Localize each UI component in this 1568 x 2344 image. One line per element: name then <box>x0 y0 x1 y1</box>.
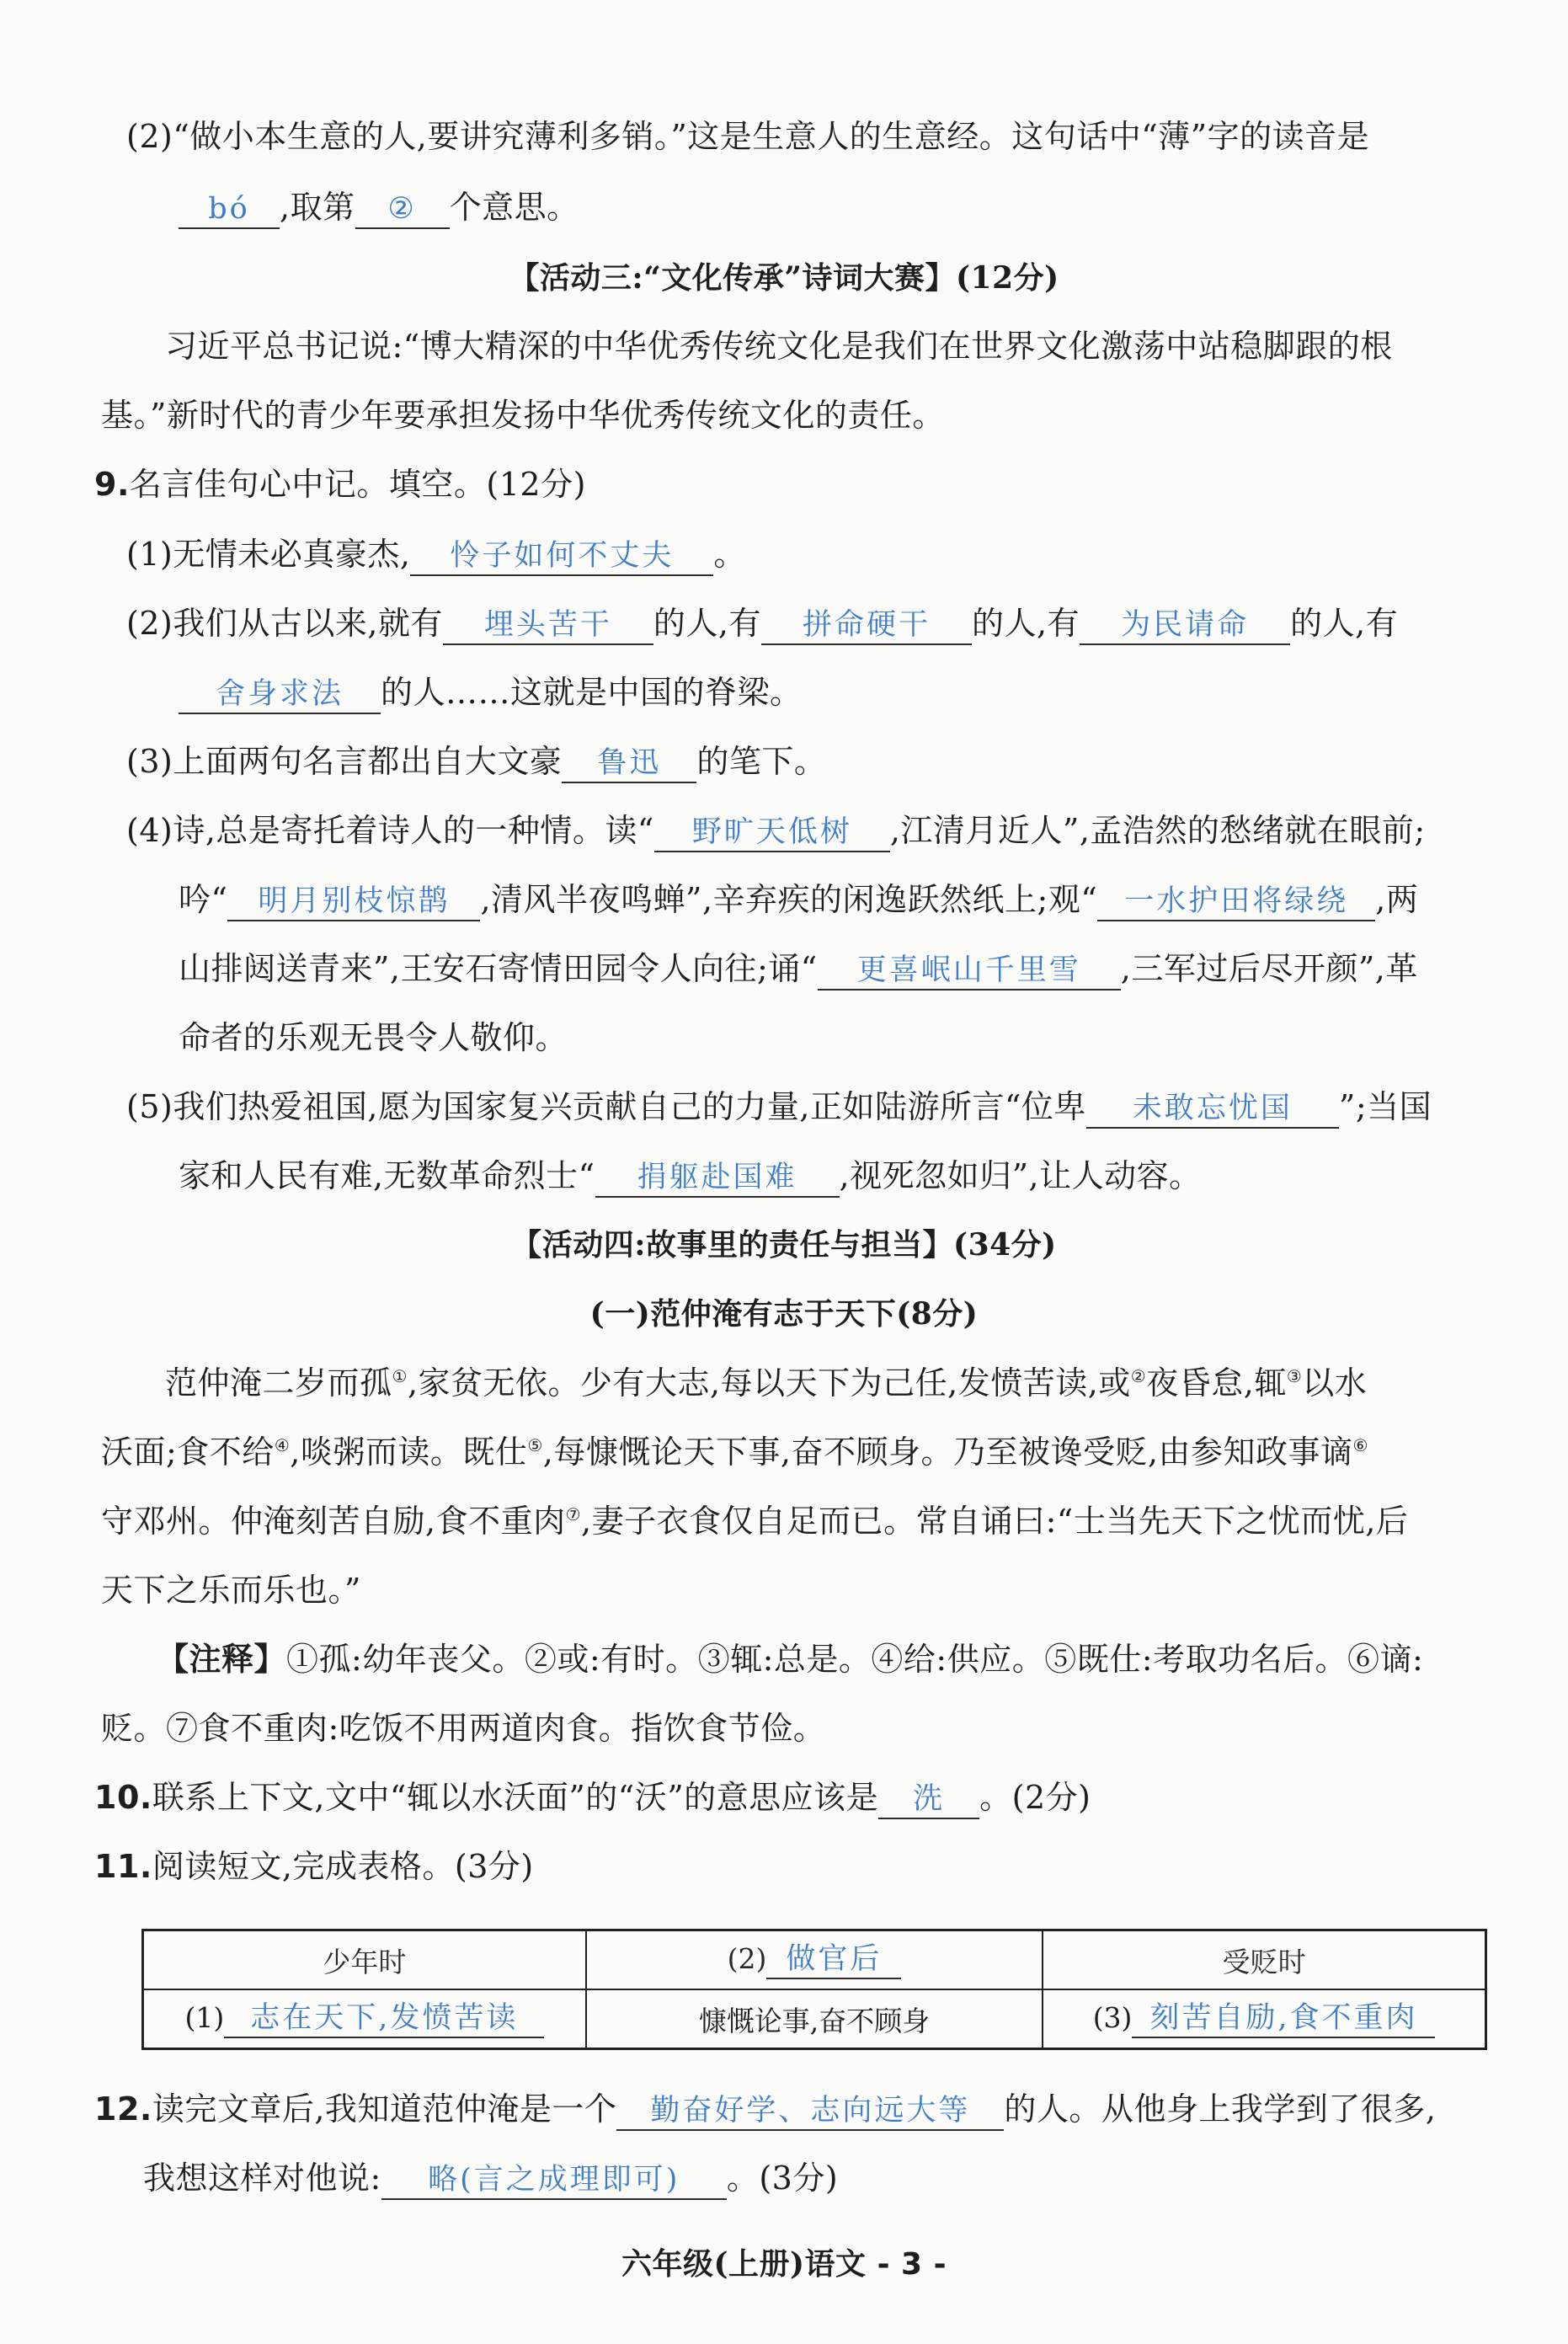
q11-table <box>141 1929 1487 2050</box>
passage-line2: 沃面;食不给④,啖粥而读。既仕⑤,每慷慨论天下事,奋不顾身。乃至被谗受贬,由参知政事谪⑥ <box>101 1434 1368 1471</box>
q8-2-line2: bó ,取第 ② 个意思。 <box>179 185 579 229</box>
answer-pinyin: bó <box>179 190 280 229</box>
table-cell-youth: (1) 志在天下,发愤苦读 <box>143 1989 586 2049</box>
answer-q9-1: 怜子如何不丈夫 <box>410 537 713 576</box>
q9-2-line1: (2)我们从古以来,就有 埋头苦干 的人,有 拼命硬干 的人,有 为民请命 的人,有 <box>126 601 1398 645</box>
footnote-mark: ① <box>392 1366 408 1386</box>
passage-line4: 天下之乐而乐也。” <box>101 1572 361 1609</box>
footer-label: 六年级(上册)语文 <box>621 2246 867 2282</box>
q9-2-line2: 舍身求法 的人……这就是中国的脊梁。 <box>179 670 803 714</box>
answer-q11-1: 志在天下,发愤苦读 <box>224 2000 544 2038</box>
answer-q9-4a: 野旷天低树 <box>654 814 890 852</box>
table-header-demoted: 受贬时 <box>1043 1930 1485 1990</box>
table-cell-demoted: (3) 刻苦自励,食不重肉 <box>1043 1989 1485 2049</box>
answer-q9-4c: 一水护田将绿绕 <box>1097 883 1375 921</box>
notes-line2: 贬。⑦食不重肉:吃饭不用两道肉食。指饮食节俭。 <box>101 1710 826 1747</box>
activity3-intro-line1: 习近平总书记说:“博大精深的中华优秀传统文化是我们在世界文化激荡中站稳脚跟的根 <box>165 328 1393 365</box>
footnote-mark: ② <box>1130 1366 1147 1386</box>
q9-1: (1)无情未必真豪杰, 怜子如何不丈夫 。 <box>126 532 746 576</box>
notes-label: 【注释】 <box>157 1640 287 1678</box>
answer-meaning-choice: ② <box>355 190 450 229</box>
notes-line1: 【注释】①孤:幼年丧父。②或:有时。③辄:总是。④给:供应。⑤既仕:考取功名后。⑥谪: <box>157 1640 1424 1678</box>
q8-2-line1: (2)“做小本生意的人,要讲究薄利多销。”这是生意人的生意经。这句话中“薄”字的读音是 <box>126 118 1370 155</box>
footnote-mark: ⑥ <box>1352 1435 1368 1455</box>
q9-title: 9.名言佳句心中记。填空。(12分) <box>94 466 586 503</box>
passage-line1: 范仲淹二岁而孤①,家贫无依。少有大志,每以天下为己任,发愤苦读,或②夜昏怠,辄③以水 <box>165 1364 1368 1402</box>
q12-line2: 我想这样对他说: 略(言之成理即可) 。(3分) <box>143 2156 838 2200</box>
activity3-heading: 【活动三:“文化传承”诗词大赛】(12分) <box>509 260 1059 296</box>
footnote-mark: ③ <box>1286 1366 1303 1386</box>
footnote-mark: ⑤ <box>527 1435 543 1455</box>
q9-5-line2: 家和人民有难,无数革命烈士“ 捐躯赴国难 ,视死忽如归”,让人动容。 <box>179 1154 1202 1198</box>
activity3-intro-line2: 基。”新时代的青少年要承担发扬中华优秀传统文化的责任。 <box>101 397 945 434</box>
q9-4-line3: 山排闼送青来”,王安石寄情田园令人向往;诵“ 更喜岷山千里雪 ,三军过后尽开颜”,革 <box>179 947 1418 990</box>
q10: 10.联系上下文,文中“辄以水沃面”的“沃”的意思应该是 洗 。(2分) <box>94 1775 1091 1819</box>
answer-q12-2: 略(言之成理即可) <box>381 2161 727 2200</box>
table-header-official: (2) 做官后 <box>586 1930 1043 1990</box>
answer-q9-2d: 舍身求法 <box>179 675 381 714</box>
answer-q9-5b: 捐躯赴国难 <box>595 1159 840 1198</box>
passage-line3: 守邓州。仲淹刻苦自励,食不重肉⑦,妻子衣食仅自足而已。常自诵曰:“士当先天下之忧而忧,后 <box>101 1503 1409 1540</box>
answer-q9-4d: 更喜岷山千里雪 <box>818 952 1121 990</box>
page-number: - 3 - <box>877 2247 947 2282</box>
answer-q12-1: 勤奋好学、志向远大等 <box>616 2092 1004 2131</box>
answer-q9-3: 鲁迅 <box>562 745 696 783</box>
answer-q9-2b: 拼命硬干 <box>761 606 972 645</box>
q9-4-line1: (4)诗,总是寄托着诗人的一种情。读“ 野旷天低树 ,江清月近人”,孟浩然的愁绪就在眼前; <box>126 809 1426 852</box>
answer-q10: 洗 <box>878 1781 979 1819</box>
activity4-subheading: (一)范仲淹有志于天下(8分) <box>589 1296 979 1332</box>
q9-4-line2: 吟“ 明月别枝惊鹊 ,清风半夜鸣蝉”,辛弃疾的闲逸跃然纸上;观“ 一水护田将绿绕 ,两 <box>179 878 1418 921</box>
answer-q9-4b: 明月别枝惊鹊 <box>227 883 480 921</box>
q9-3: (3)上面两句名言都出自大文豪 鲁迅 的笔下。 <box>126 740 826 783</box>
activity4-heading: 【活动四:故事里的责任与担当】(34分) <box>511 1227 1057 1263</box>
q9-4-line4: 命者的乐观无畏令人敬仰。 <box>179 1019 568 1056</box>
table-header-youth: 少年时 <box>143 1930 586 1990</box>
page-footer <box>0 2242 1568 2287</box>
q12-line1: 12.读完文章后,我知道范仲淹是一个 勤奋好学、志向远大等 的人。从他身上我学到了很多, <box>94 2087 1437 2131</box>
answer-q11-2: 做官后 <box>766 1941 901 1979</box>
footnote-mark: ④ <box>274 1435 291 1455</box>
q11-title: 11.阅读短文,完成表格。(3分) <box>94 1848 534 1885</box>
q9-5-line1: (5)我们热爱祖国,愿为国家复兴贡献自己的力量,正如陆游所言“位卑 未敢忘忧国 ”;当国 <box>126 1085 1432 1129</box>
answer-q9-2a: 埋头苦干 <box>443 606 653 645</box>
answer-q11-3: 刻苦自励,食不重肉 <box>1132 2000 1435 2038</box>
answer-q9-2c: 为民请命 <box>1080 606 1290 645</box>
table-cell-official: 慷慨论事,奋不顾身 <box>586 1989 1043 2049</box>
answer-q9-5a: 未敢忘忧国 <box>1086 1090 1339 1129</box>
footnote-mark: ⑦ <box>565 1504 582 1524</box>
